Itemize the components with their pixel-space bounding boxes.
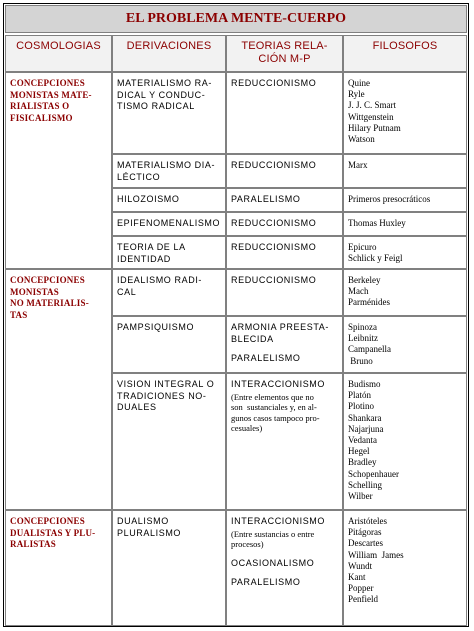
header-teorias: TEORIAS RELA- CIÓN M-P [226,35,343,72]
filosofos-cell: Budismo Platón Plotino Shankara Najarjuna Vedanta Hegel Bradley Schopenhauer Schelling Wilber [343,373,467,510]
teoria-cell: REDUCCIONISMO [226,236,343,269]
filosofos-cell: Primeros presocráticos [343,188,467,212]
derivacion-cell: DUALISMO PLURALISMO [112,510,226,626]
header-filosofos: FILOSOFOS [343,35,467,72]
cosmologia-cell: CONCEPCIONES DUALISTAS Y PLU- RALISTAS [5,510,112,626]
derivacion-cell: MATERIALISMO RA- DICAL Y CONDUC- TISMO RADICAL [112,72,226,154]
cosmologia-cell: CONCEPCIONES MONISTAS NO MATERIALIS- TAS [5,269,112,510]
derivacion-cell: EPIFENOMENALISMO [112,212,226,236]
teoria-cell: REDUCCIONISMO [226,72,343,154]
derivacion-cell: TEORIA DE LA IDENTIDAD [112,236,226,269]
filosofos-cell: Epicuro Schlick y Feigl [343,236,467,269]
cosmologia-cell: CONCEPCIONES MONISTAS MATE- RIALISTAS O FISICALISMO [5,72,112,269]
teoria-cell: INTERACCIONISMO (Entre elementos que no son sustanciales y, en al- gunos casos tampoco pro- cesuales) [226,373,343,510]
teoria-cell: PARALELISMO [226,188,343,212]
filosofos-cell: Aristóteles Pitágoras Descartes William James Wundt Kant Popper Penfield [343,510,467,626]
derivacion-cell: PAMPSIQUISMO [112,316,226,373]
derivacion-cell: VISION INTEGRAL O TRADICIONES NO- DUALES [112,373,226,510]
teoria-cell: INTERACCIONISMO (Entre sustancias o entre procesos) OCASIONALISMO PARALELISMO [226,510,343,626]
filosofos-cell: Berkeley Mach Parménides [343,269,467,316]
derivacion-cell: IDEALISMO RADI- CAL [112,269,226,316]
filosofos-cell: Thomas Huxley [343,212,467,236]
header-derivaciones: DERIVACIONES [112,35,226,72]
filosofos-cell: Marx [343,154,467,188]
teoria-cell: REDUCCIONISMO [226,212,343,236]
table-title: EL PROBLEMA MENTE-CUERPO [5,5,467,33]
filosofos-cell: Spinoza Leibnitz Campanella Bruno [343,316,467,373]
filosofos-cell: Quine Ryle J. J. C. Smart Wittgenstein Hilary Putnam Watson [343,72,467,154]
derivacion-cell: MATERIALISMO DIA- LÉCTICO [112,154,226,188]
teoria-cell: REDUCCIONISMO [226,269,343,316]
teoria-cell: ARMONIA PREESTA- BLECIDA PARALELISMO [226,316,343,373]
header-cosmologias: COSMOLOGIAS [5,35,112,72]
teoria-cell: REDUCCIONISMO [226,154,343,188]
derivacion-cell: HILOZOISMO [112,188,226,212]
